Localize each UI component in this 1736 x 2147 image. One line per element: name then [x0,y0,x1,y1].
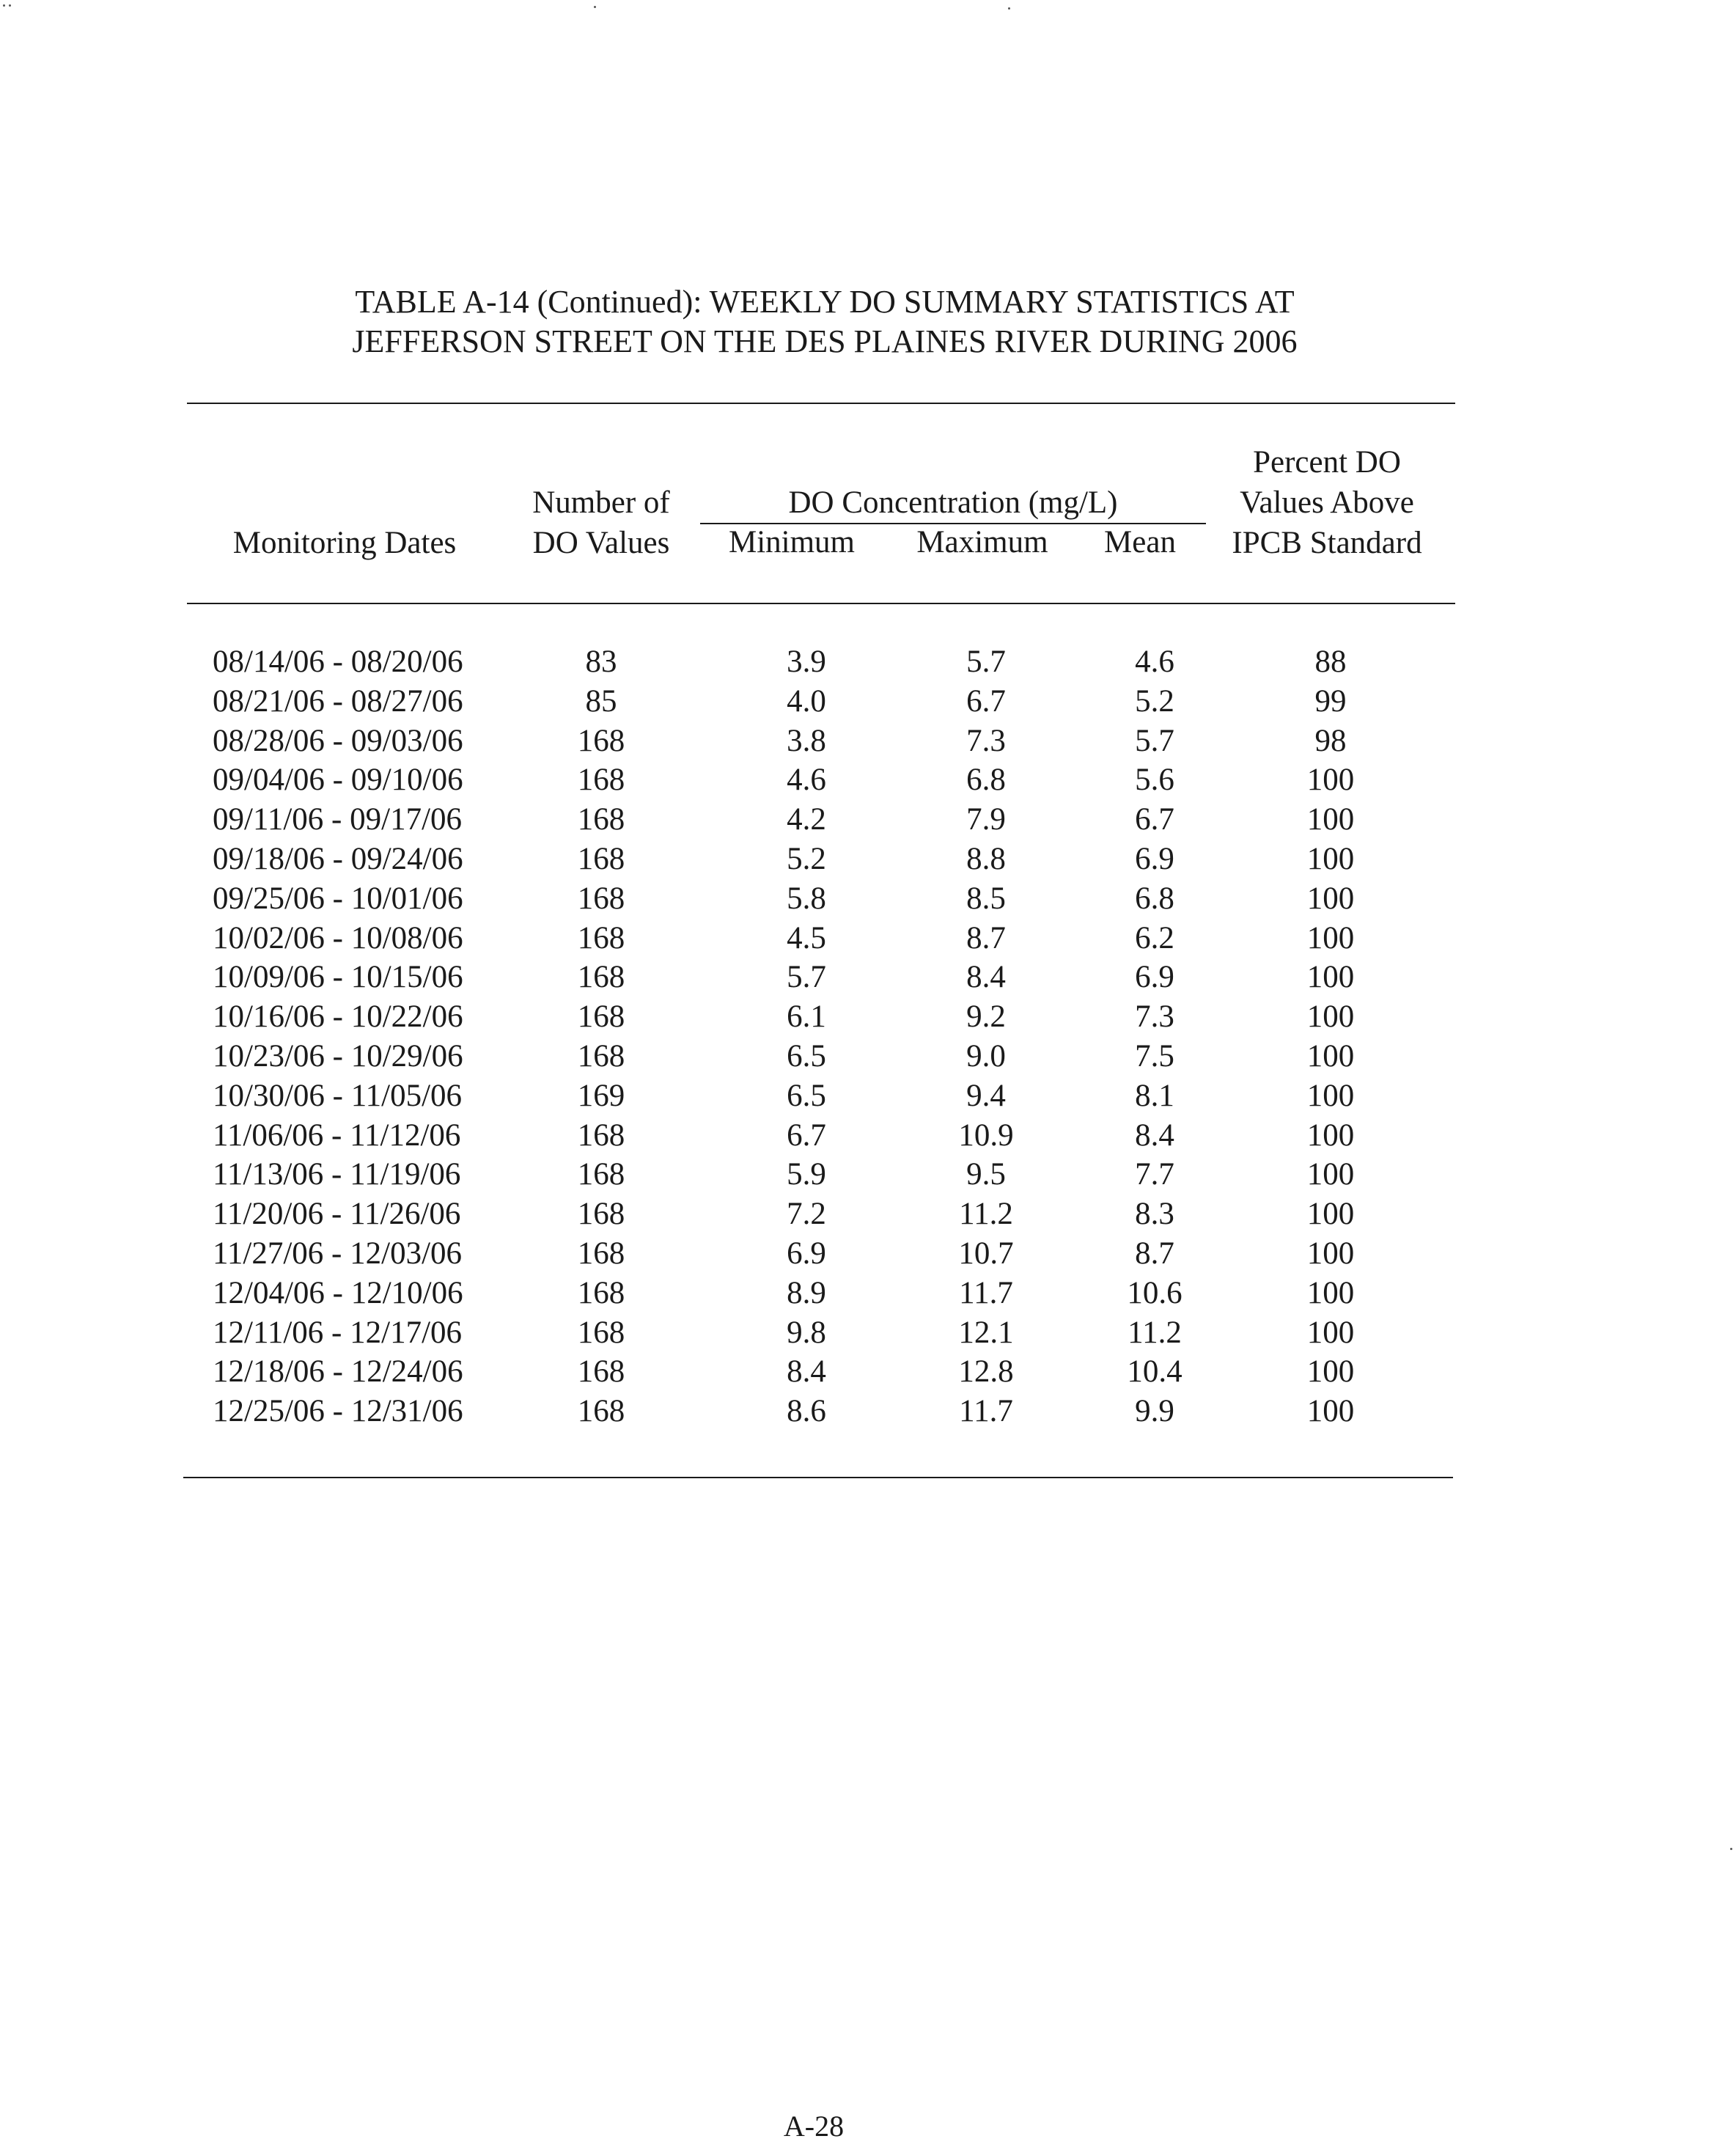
page-number: A-28 [783,2110,845,2143]
cell-monitoring-dates: 10/30/06 - 11/05/06 [213,1078,463,1113]
cell-monitoring-dates: 09/11/06 - 09/17/06 [213,802,463,837]
cell-percent-above: 100 [1306,960,1355,995]
cell-maximum: 5.7 [966,645,1006,679]
cell-maximum: 8.8 [966,842,1006,876]
header-monitoring-dates: Monitoring Dates [232,526,457,560]
header-minimum: Minimum [728,525,856,559]
cell-minimum: 4.2 [787,802,826,837]
cell-minimum: 9.8 [787,1315,826,1350]
cell-do-value-count: 168 [577,1197,625,1232]
cell-do-value-count: 168 [577,920,625,955]
cell-mean: 5.2 [1135,683,1174,719]
cell-maximum: 9.5 [966,1157,1006,1192]
scan-speck [594,6,596,8]
cell-minimum: 3.9 [787,645,826,679]
table-title-line-1: TABLE A-14 (Continued): WEEKLY DO SUMMARY STATISTICS AT [355,284,1295,320]
scan-speck [3,4,5,7]
cell-minimum: 6.7 [787,1117,826,1153]
cell-do-value-count: 168 [577,1039,625,1074]
cell-monitoring-dates: 08/21/06 - 08/27/06 [213,683,463,719]
cell-monitoring-dates: 09/18/06 - 09/24/06 [213,842,463,876]
cell-percent-above: 100 [1306,1157,1355,1192]
cell-do-value-count: 168 [577,1236,625,1271]
cell-monitoring-dates: 12/04/06 - 12/10/06 [213,1275,463,1310]
header-bottom-rule [187,603,1455,604]
cell-maximum: 11.7 [959,1275,1013,1310]
cell-mean: 8.7 [1135,1236,1174,1271]
scan-speck [9,4,11,7]
cell-mean: 6.8 [1135,881,1174,916]
cell-maximum: 8.7 [966,920,1006,955]
cell-maximum: 8.5 [966,881,1006,916]
cell-minimum: 5.9 [787,1157,826,1192]
cell-mean: 7.3 [1135,999,1174,1035]
cell-minimum: 6.5 [787,1078,826,1113]
cell-minimum: 6.1 [787,999,826,1035]
cell-maximum: 7.9 [966,802,1006,837]
cell-mean: 10.4 [1127,1354,1183,1390]
cell-maximum: 10.9 [958,1117,1014,1153]
cell-minimum: 8.6 [787,1394,826,1429]
cell-mean: 11.2 [1128,1315,1182,1350]
cell-do-value-count: 168 [577,1275,625,1310]
scan-speck [1730,1848,1732,1850]
cell-maximum: 9.0 [966,1039,1006,1074]
cell-percent-above: 100 [1306,881,1355,916]
cell-do-value-count: 168 [577,1394,625,1429]
cell-minimum: 5.2 [787,842,826,876]
cell-percent-above: 100 [1306,920,1355,955]
cell-maximum: 6.8 [966,763,1006,798]
cell-mean: 10.6 [1127,1275,1183,1310]
header-number-of-line-1: Number of [532,485,670,520]
header-maximum: Maximum [916,525,1048,559]
header-do-concentration: DO Concentration (mg/L) [788,485,1118,520]
cell-do-value-count: 168 [577,763,625,798]
cell-percent-above: 100 [1306,1394,1355,1429]
cell-percent-above: 100 [1306,802,1355,837]
cell-percent-above: 100 [1306,1275,1355,1310]
cell-mean: 6.9 [1135,842,1174,876]
cell-monitoring-dates: 08/14/06 - 08/20/06 [213,645,463,679]
cell-mean: 8.4 [1135,1117,1174,1153]
cell-percent-above: 100 [1306,1117,1355,1153]
cell-monitoring-dates: 11/20/06 - 11/26/06 [213,1197,461,1232]
cell-mean: 9.9 [1135,1394,1174,1429]
cell-minimum: 6.5 [787,1039,826,1074]
cell-maximum: 10.7 [958,1236,1014,1271]
cell-percent-above: 100 [1306,763,1355,798]
cell-do-value-count: 168 [577,960,625,995]
cell-percent-above: 100 [1306,1078,1355,1113]
cell-do-value-count: 169 [577,1078,625,1113]
cell-minimum: 4.0 [787,683,826,719]
cell-percent-above: 100 [1306,1039,1355,1074]
cell-do-value-count: 168 [577,1315,625,1350]
cell-minimum: 8.9 [787,1275,826,1310]
cell-maximum: 12.8 [958,1354,1014,1390]
cell-monitoring-dates: 10/09/06 - 10/15/06 [213,960,463,995]
cell-percent-above: 100 [1306,842,1355,876]
cell-do-value-count: 168 [577,1354,625,1390]
cell-percent-above: 88 [1314,645,1347,679]
header-percent-line-1: Percent DO [1253,445,1401,480]
cell-do-value-count: 168 [577,881,625,916]
cell-minimum: 4.5 [787,920,826,955]
header-number-of-do-values [513,484,689,562]
table-top-rule [187,403,1455,404]
cell-maximum: 11.7 [959,1394,1013,1429]
table-bottom-rule [183,1477,1453,1478]
cell-minimum: 8.4 [787,1354,826,1390]
cell-minimum: 5.7 [787,960,826,995]
cell-percent-above: 100 [1306,1236,1355,1271]
cell-mean: 7.5 [1135,1039,1174,1074]
cell-monitoring-dates: 11/06/06 - 11/12/06 [213,1117,461,1153]
cell-minimum: 4.6 [787,763,826,798]
cell-percent-above: 100 [1306,1197,1355,1232]
cell-maximum: 9.2 [966,999,1006,1035]
cell-percent-above: 100 [1306,1315,1355,1350]
cell-mean: 7.7 [1135,1157,1174,1192]
cell-minimum: 3.8 [787,723,826,758]
cell-do-value-count: 168 [577,999,625,1035]
cell-mean: 5.6 [1135,763,1174,798]
cell-minimum: 5.8 [787,881,826,916]
header-mean: Mean [1104,525,1176,559]
table-title-line-2: JEFFERSON STREET ON THE DES PLAINES RIVER DURING 2006 [352,323,1298,359]
cell-mean: 6.7 [1135,802,1174,837]
cell-monitoring-dates: 10/23/06 - 10/29/06 [213,1039,463,1074]
cell-mean: 5.7 [1135,723,1174,758]
header-number-of-line-2: DO Values [532,526,670,560]
header-percent-line-3: IPCB Standard [1232,526,1422,560]
cell-mean: 8.1 [1135,1078,1174,1113]
cell-maximum: 6.7 [966,683,1006,719]
cell-do-value-count: 168 [577,842,625,876]
cell-do-value-count: 168 [577,1157,625,1192]
cell-percent-above: 99 [1314,683,1347,719]
cell-monitoring-dates: 09/04/06 - 09/10/06 [213,763,463,798]
cell-monitoring-dates: 12/11/06 - 12/17/06 [213,1315,463,1350]
cell-maximum: 9.4 [966,1078,1006,1113]
cell-do-value-count: 85 [585,683,617,719]
cell-monitoring-dates: 11/13/06 - 11/19/06 [213,1157,461,1192]
cell-monitoring-dates: 11/27/06 - 12/03/06 [213,1236,463,1271]
cell-percent-above: 100 [1306,999,1355,1035]
cell-do-value-count: 168 [577,802,625,837]
cell-maximum: 7.3 [966,723,1006,758]
header-percent-line-2: Values Above [1240,485,1414,520]
cell-monitoring-dates: 10/02/06 - 10/08/06 [213,920,463,955]
cell-do-value-count: 168 [577,723,625,758]
cell-do-value-count: 83 [585,645,617,679]
scan-speck [1008,7,1010,10]
cell-monitoring-dates: 09/25/06 - 10/01/06 [213,881,463,916]
cell-maximum: 12.1 [958,1315,1014,1350]
cell-percent-above: 100 [1306,1354,1355,1390]
cell-mean: 8.3 [1135,1197,1174,1232]
cell-minimum: 7.2 [787,1197,826,1232]
cell-minimum: 6.9 [787,1236,826,1271]
cell-maximum: 8.4 [966,960,1006,995]
cell-percent-above: 98 [1314,723,1347,758]
cell-mean: 6.2 [1135,920,1174,955]
cell-mean: 6.9 [1135,960,1174,995]
cell-monitoring-dates: 12/25/06 - 12/31/06 [213,1394,463,1429]
header-percent-do-above-standard [1217,444,1437,562]
cell-monitoring-dates: 08/28/06 - 09/03/06 [213,723,463,758]
cell-mean: 4.6 [1135,645,1174,679]
cell-maximum: 11.2 [959,1197,1013,1232]
cell-monitoring-dates: 10/16/06 - 10/22/06 [213,999,463,1035]
cell-do-value-count: 168 [577,1117,625,1153]
cell-monitoring-dates: 12/18/06 - 12/24/06 [213,1354,463,1390]
